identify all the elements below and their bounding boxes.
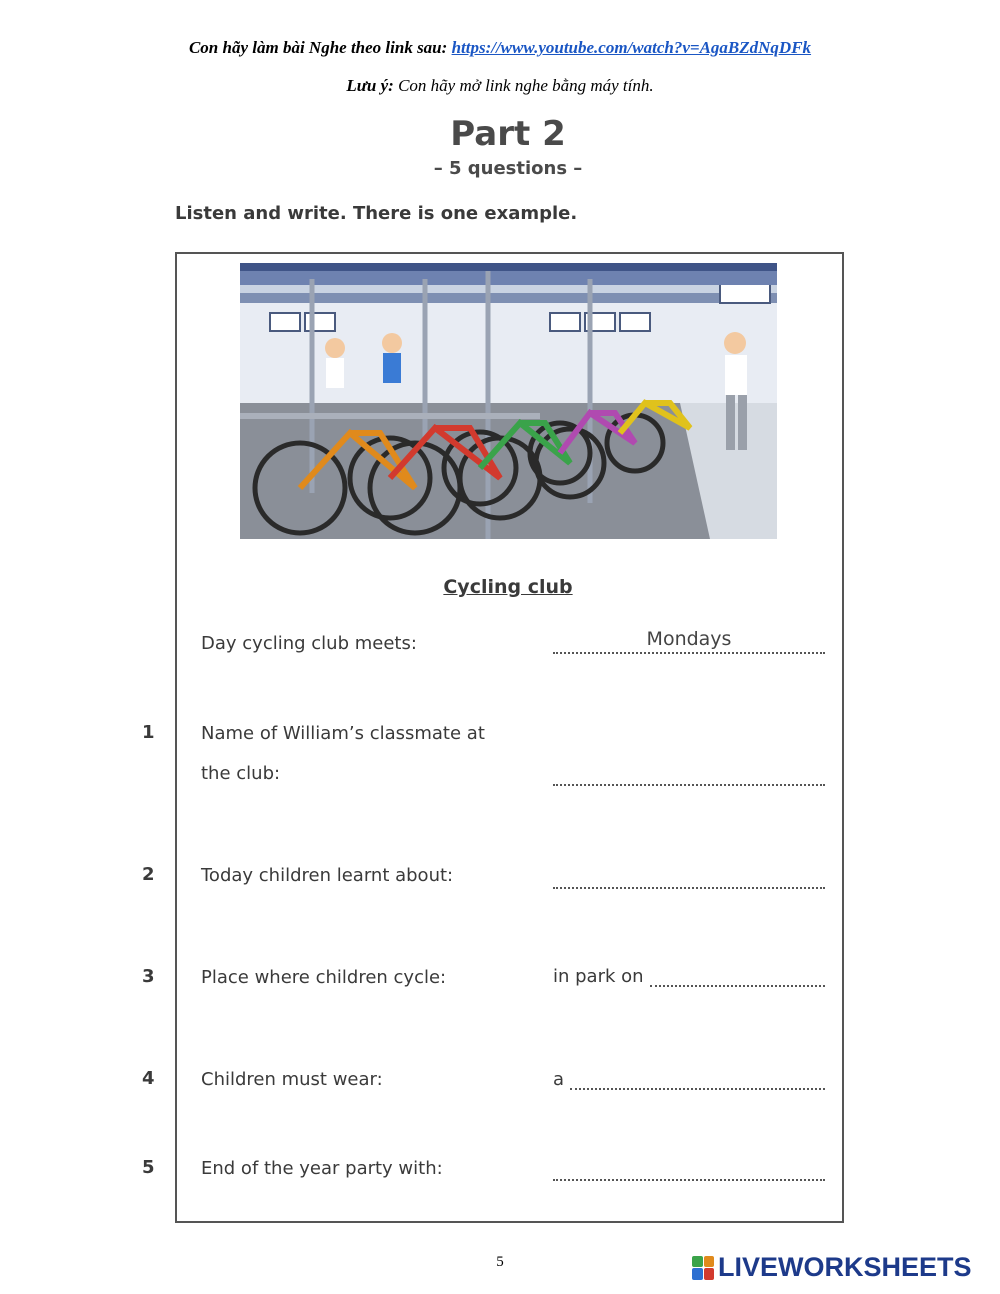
question-1-label-line2: the club: xyxy=(201,763,281,784)
question-number-2: 2 xyxy=(142,864,155,885)
question-3-label: Place where children cycle: xyxy=(201,967,447,988)
youtube-link[interactable]: https://www.youtube.com/watch?v=AgaBZdNqDFk xyxy=(451,38,812,57)
note-text: Con hãy mở link nghe bằng máy tính. xyxy=(393,76,654,95)
liveworksheets-logo[interactable] xyxy=(692,1252,972,1283)
answer-4-prefix: a xyxy=(553,1069,565,1090)
answer-3-prefix: in park on xyxy=(553,966,644,987)
question-4-label: Children must wear: xyxy=(201,1069,383,1090)
answer-field-2[interactable] xyxy=(553,873,825,889)
page-number: 5 xyxy=(496,1254,504,1270)
bike-shed-illustration xyxy=(240,263,777,539)
answer-field-1[interactable] xyxy=(553,770,825,786)
part-subtitle: – 5 questions – xyxy=(433,158,583,179)
instruction-text: Con hãy làm bài Nghe theo link sau: xyxy=(188,38,452,57)
question-number-5: 5 xyxy=(142,1157,155,1178)
question-number-1: 1 xyxy=(142,722,155,743)
listening-instruction xyxy=(0,38,1000,58)
question-5-label: End of the year party with: xyxy=(201,1158,443,1179)
question-number-3: 3 xyxy=(142,966,155,987)
answer-field-3[interactable] xyxy=(553,966,825,987)
liveworksheets-logo-icon xyxy=(692,1256,714,1280)
answer-field-5[interactable] xyxy=(553,1165,825,1181)
computer-note xyxy=(0,76,1000,96)
question-number-4: 4 xyxy=(142,1068,155,1089)
question-2-label: Today children learnt about: xyxy=(201,865,454,886)
note-label: Lưu ý: xyxy=(346,76,394,95)
question-1-label-line1: Name of William’s classmate at xyxy=(201,723,485,744)
example-answer-text: Mondays xyxy=(646,628,732,650)
part-title: Part 2 xyxy=(450,114,566,154)
answer-field-4[interactable] xyxy=(553,1069,825,1090)
example-label: Day cycling club meets: xyxy=(201,633,417,654)
task-instruction: Listen and write. There is one example. xyxy=(175,203,578,224)
example-answer xyxy=(553,628,825,654)
form-title: Cycling club xyxy=(443,576,573,598)
logo-text: LIVEWORKSHEETS xyxy=(718,1252,972,1282)
